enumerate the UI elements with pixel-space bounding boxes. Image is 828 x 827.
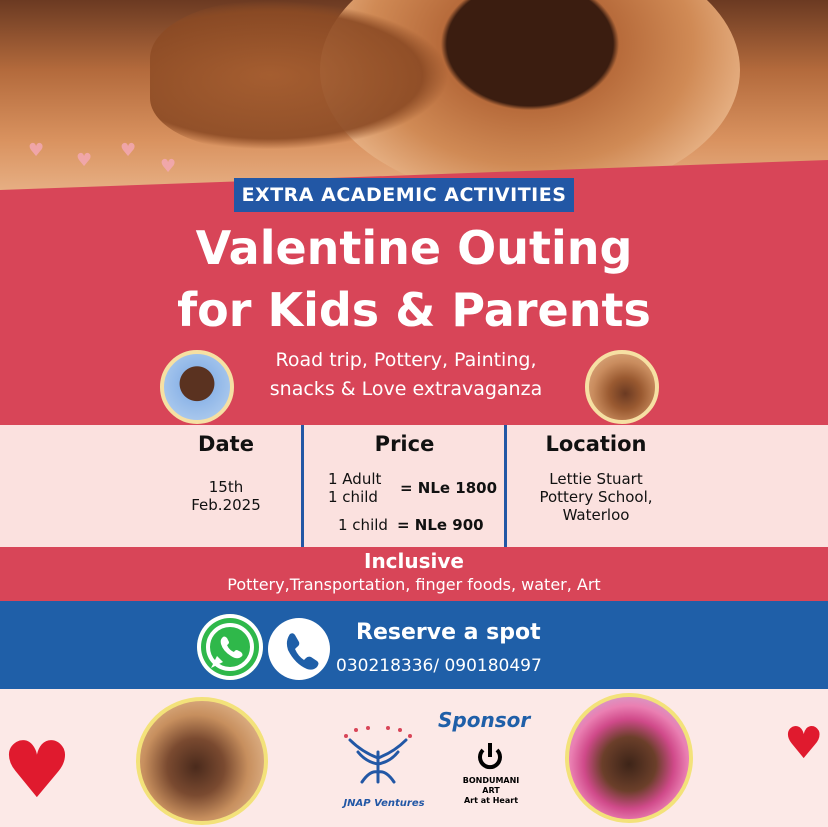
reserve-heading: Reserve a spot: [356, 620, 541, 645]
price-heading: Price: [374, 432, 435, 456]
jnap-logo: [332, 722, 424, 792]
whatsapp-glyph: [197, 614, 263, 680]
title-line-1: Valentine Outing: [195, 221, 633, 275]
sponsor-heading: Sponsor: [438, 708, 531, 732]
pottery-photo: [585, 350, 659, 424]
location-line-2: Pottery School,: [539, 488, 653, 506]
bondumani-name: BONDUMANI ART: [462, 776, 520, 795]
subtitle-line-1: Road trip, Pottery, Painting,: [275, 349, 537, 371]
power-glyph: [473, 740, 507, 774]
child-photo: [160, 350, 234, 424]
date-day: 15th: [208, 478, 244, 496]
page-title: [0, 218, 828, 340]
heart-icon: ♥: [120, 140, 137, 161]
reserve-phone-numbers[interactable]: 030218336/ 090180497: [336, 656, 542, 676]
power-icon: [473, 740, 507, 774]
date-month-year: Feb.2025: [191, 496, 261, 514]
bondumani-logo: [458, 776, 524, 806]
location-value: [508, 470, 684, 524]
location-line-1: Lettie Stuart: [549, 470, 643, 488]
kids-activity-photo: [136, 697, 268, 825]
adult-price-value: = NLe 1800: [400, 479, 498, 497]
column-divider: [504, 425, 507, 547]
kids-group-photo: [565, 693, 693, 823]
adult-child-label: 1 child: [328, 488, 378, 506]
subtitle-line-2: snacks & Love extravaganza: [269, 378, 543, 400]
heart-icon: ♥: [784, 718, 824, 769]
heart-icon: ♥: [2, 726, 72, 816]
jnap-name: JNAP Ventures: [343, 798, 425, 809]
heart-icon: ♥: [28, 140, 45, 161]
heart-icon: ♥: [160, 156, 177, 177]
date-heading: Date: [198, 432, 254, 456]
title-line-2: for Kids & Parents: [177, 283, 651, 337]
child-price-value: = NLe 900: [397, 516, 484, 534]
category-tag: EXTRA ACADEMIC ACTIVITIES: [234, 178, 574, 212]
location-line-3: Waterloo: [562, 506, 630, 524]
phone-icon[interactable]: [268, 618, 330, 680]
activities-subtitle: [236, 346, 576, 404]
bondumani-tagline: Art at Heart: [463, 796, 519, 805]
adult-price-label: [328, 470, 396, 506]
phone-glyph: [268, 618, 330, 680]
inclusive-heading: Inclusive: [364, 549, 464, 573]
inclusive-text: Pottery,Transportation, finger foods, water, Art: [227, 575, 601, 594]
date-value: [150, 478, 302, 514]
inclusive-section: [0, 547, 828, 601]
location-heading: Location: [545, 432, 647, 456]
heart-icon: ♥: [76, 150, 93, 171]
child-price-label: 1 child: [338, 516, 388, 534]
whatsapp-icon[interactable]: [197, 614, 263, 680]
adult-label: 1 Adult: [328, 470, 382, 488]
